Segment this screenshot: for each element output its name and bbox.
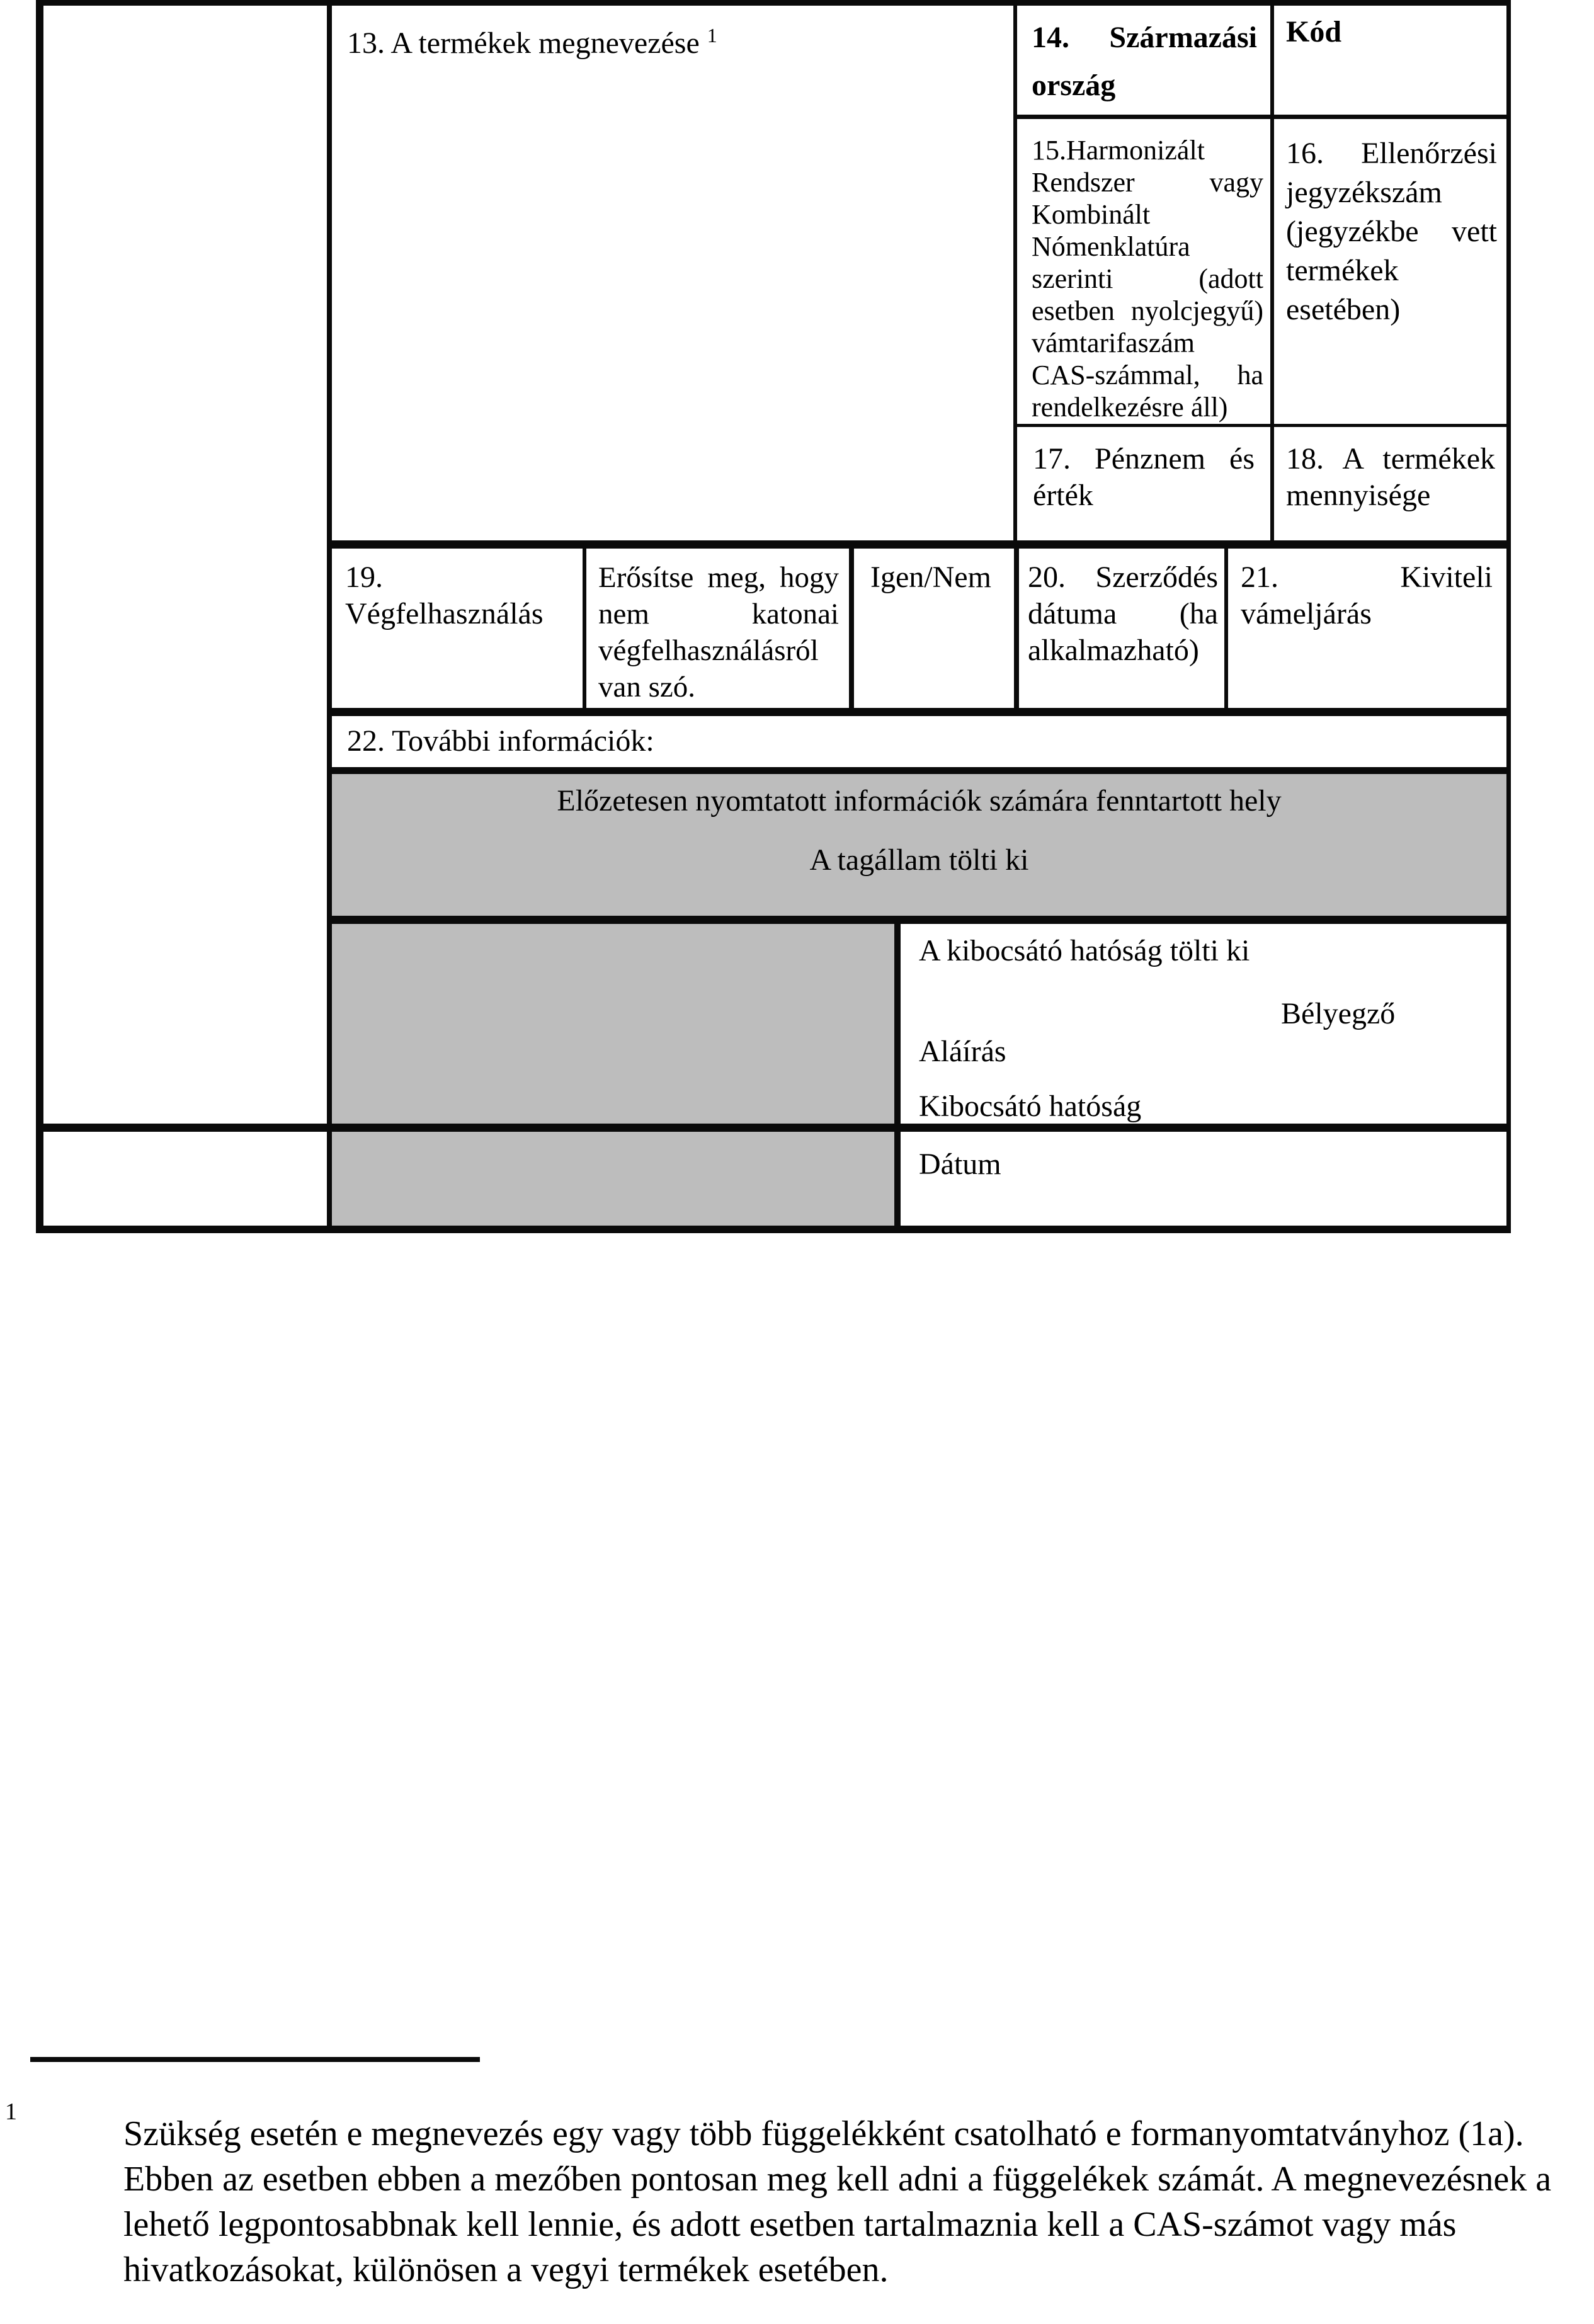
divider-below-field19 [327, 708, 1511, 716]
field18-label: 18. A termékek mennyisége [1286, 442, 1495, 512]
divider-field13-right [1013, 6, 1017, 540]
table-border-left [36, 0, 43, 1233]
field13-text: 13. A termékek megnevezése [347, 26, 707, 60]
footnote-marker: 1 [5, 2099, 17, 2125]
divider-below-field15 [1017, 424, 1511, 427]
divider-below-field14 [1017, 115, 1511, 119]
issuing-authority-label: Kibocsátó hatóság [919, 1090, 1142, 1123]
table-border-right [1506, 0, 1511, 1233]
divider-gray-issuing [894, 924, 901, 1226]
field19-yes-no-label: Igen/Nem [870, 561, 991, 594]
divider-confirm-yesno [849, 549, 854, 708]
footnote-separator-line [30, 2057, 480, 2062]
divider-yesno-field20 [1014, 549, 1019, 708]
field22-label: 22. További információk: [347, 724, 654, 758]
table-border-bottom [36, 1226, 1511, 1233]
divider-field19-confirm [583, 549, 586, 708]
issuing-authority-fill-label: A kibocsátó hatóság tölti ki [919, 934, 1250, 967]
bottom-gray-column [332, 924, 894, 1226]
field14-label: 14. Származási ország [1032, 21, 1257, 102]
field19-label: 19. Végfelhasználás [345, 561, 544, 630]
divider-field20-field21 [1224, 549, 1228, 708]
field14-code-label: Kód [1286, 15, 1342, 48]
field17-label: 17. Pénznem és érték [1033, 442, 1255, 512]
preprinted-info-line: Előzetesen nyomtatott információk számára fenntartott hely [557, 784, 1282, 817]
stamp-label: Bélyegző [1281, 997, 1396, 1030]
divider-field14-code [1270, 6, 1274, 540]
divider-col1 [327, 6, 332, 1226]
field13-label [347, 25, 989, 62]
field20-label: 20. Szerződés dátuma (ha alkalmazható) [1028, 561, 1218, 667]
divider-below-gray-box [327, 916, 1511, 924]
divider-below-field22 [327, 767, 1511, 774]
field21-label: 21. Kiviteli vámeljárás [1241, 561, 1493, 630]
signature-label: Aláírás [919, 1035, 1006, 1068]
field16-label: 16. Ellenőrzési jegyzékszám (jegyzékbe vett termékek esetében) [1286, 137, 1497, 326]
divider-below-field17 [327, 540, 1511, 549]
field15-label: 15.Harmonizált Rendszer vagy Kombinált Nómenklatúra szerinti (adott esetben nyolcjegyű) vámtarifaszám CAS-számmal, ha rendelkezésre áll) [1032, 135, 1263, 423]
field19-confirmation-label: Erősítse meg, hogy nem katonai végfelhasználásról van szó. [598, 561, 839, 703]
footnote-text: Szükség esetén e megnevezés egy vagy több függelékként csatolható e formanyomtatványhoz (1a). Ebben az esetben ebben a mezőben pontosan meg kell adni a függelékek számát. A megnevezésnek a lehető legpontosabbnak kell lennie, és adott esetben tartalmaznia kell a CAS-számot vagy más hivatkozásokat, különösen a vegyi termékek esetében. [123, 2114, 1552, 2289]
member-state-line: A tagállam tölti ki [809, 843, 1029, 877]
footnote-reference-mark: 1 [707, 24, 717, 47]
table-border-top [36, 0, 1511, 6]
date-label: Dátum [919, 1148, 1001, 1181]
